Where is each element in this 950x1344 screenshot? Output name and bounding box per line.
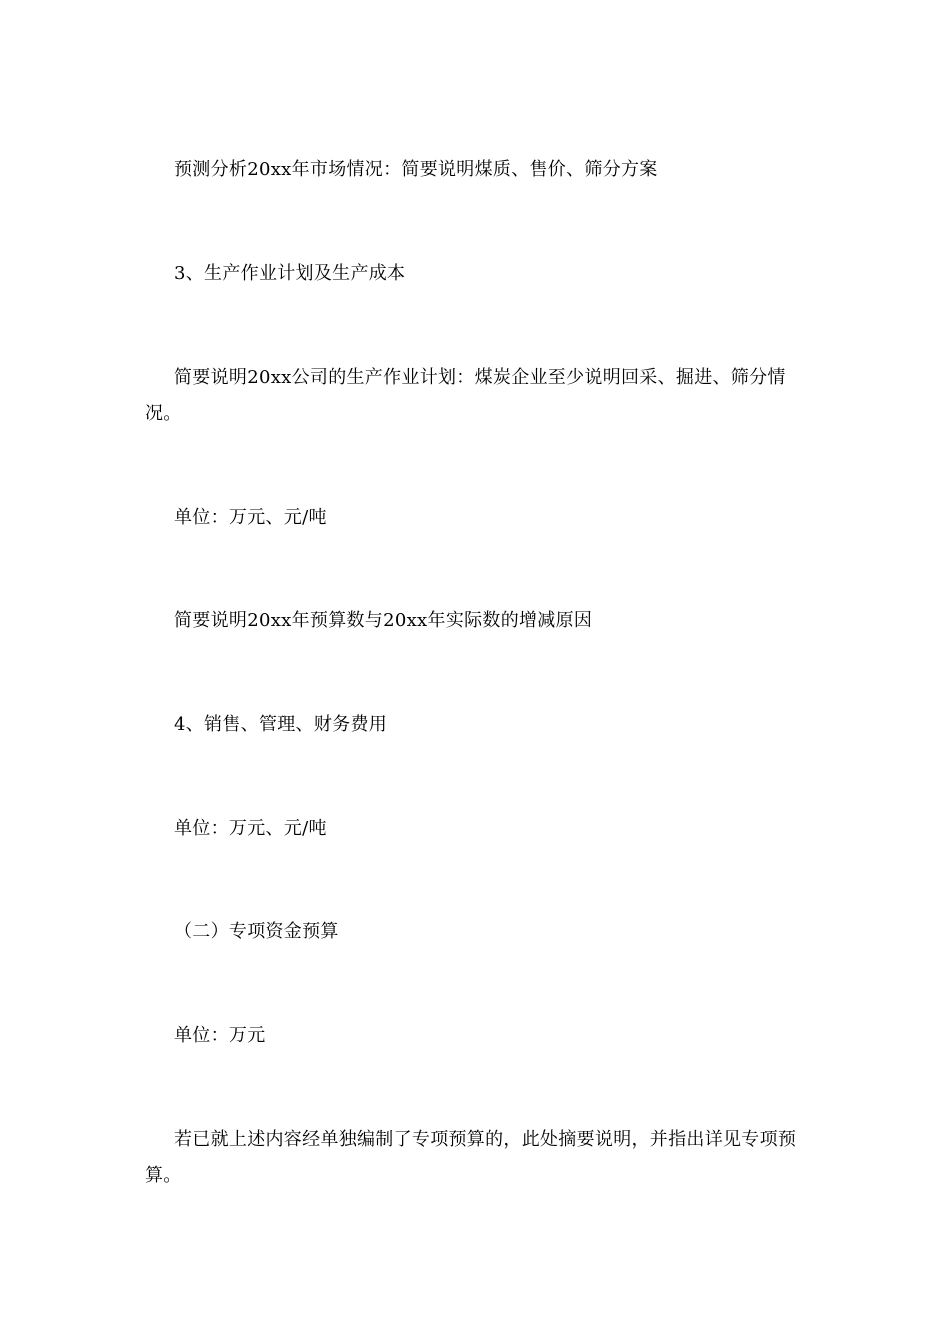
paragraph-variance-reason: 简要说明20xx年预算数与20xx年实际数的增减原因 — [174, 610, 593, 631]
heading-special-fund-budget: （二）专项资金预算 — [174, 921, 339, 942]
paragraph-special-budget-note: 若已就上述内容经单独编制了专项预算的，此处摘要说明，并指出详见专项预算。 — [145, 1129, 797, 1186]
heading-production-plan: 3、生产作业计划及生产成本 — [174, 263, 406, 284]
unit-note-3: 单位：万元 — [174, 1025, 266, 1046]
unit-note-2: 单位：万元、元/吨 — [174, 818, 327, 839]
paragraph-production-plan: 简要说明20xx公司的生产作业计划：煤炭企业至少说明回采、掘进、筛分情况。 — [145, 367, 786, 424]
unit-note-1: 单位：万元、元/吨 — [174, 507, 327, 528]
heading-expenses: 4、销售、管理、财务费用 — [174, 714, 388, 735]
paragraph-market-forecast: 预测分析20xx年市场情况：简要说明煤质、售价、筛分方案 — [174, 159, 658, 180]
